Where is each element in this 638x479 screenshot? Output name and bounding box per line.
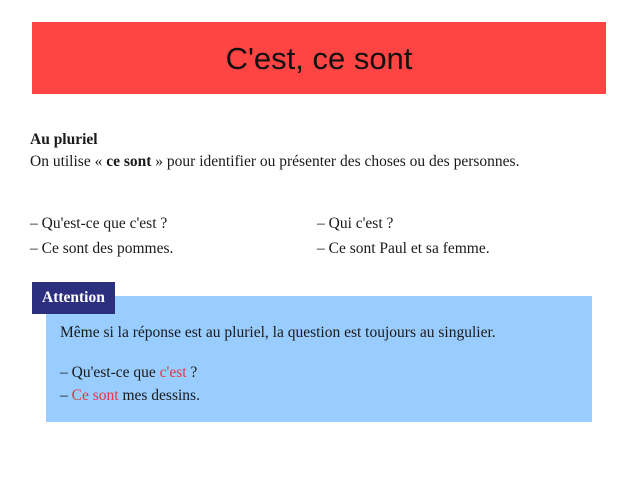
slide-title: C'est, ce sont: [225, 41, 413, 76]
attention-q-highlight: c'est: [159, 364, 187, 381]
title-banner: [32, 22, 606, 94]
attention-a-highlight: Ce sont: [71, 387, 119, 404]
attention-a-after: mes dessins.: [118, 387, 200, 404]
example-question-right: – Qui c'est ?: [317, 215, 394, 232]
section-heading: Au pluriel: [30, 131, 98, 148]
attention-q-before: – Qu'est-ce que: [60, 364, 160, 381]
section-text-after: » pour identifier ou présenter des choses ou des personnes.: [151, 153, 520, 170]
section-text-before: On utilise «: [30, 153, 107, 170]
attention-a-dash: –: [60, 387, 72, 404]
examples-left: [30, 211, 173, 261]
attention-example-question: [60, 361, 590, 384]
section-text-bold: ce sont: [106, 153, 152, 170]
example-answer-right: – Ce sont Paul et sa femme.: [317, 240, 490, 257]
attention-example-answer: [60, 384, 590, 407]
example-question-left: – Qu'est-ce que c'est ?: [30, 215, 168, 232]
plural-section: [30, 129, 610, 173]
attention-body: [60, 322, 590, 407]
attention-q-after: ?: [186, 364, 198, 381]
examples-right: [317, 211, 490, 261]
attention-examples: [60, 361, 590, 407]
section-text: [30, 151, 610, 173]
attention-tag: Attention: [32, 282, 115, 314]
example-answer-left: – Ce sont des pommes.: [30, 240, 174, 257]
attention-text: Même si la réponse est au pluriel, la question est toujours au singulier.: [60, 324, 496, 341]
